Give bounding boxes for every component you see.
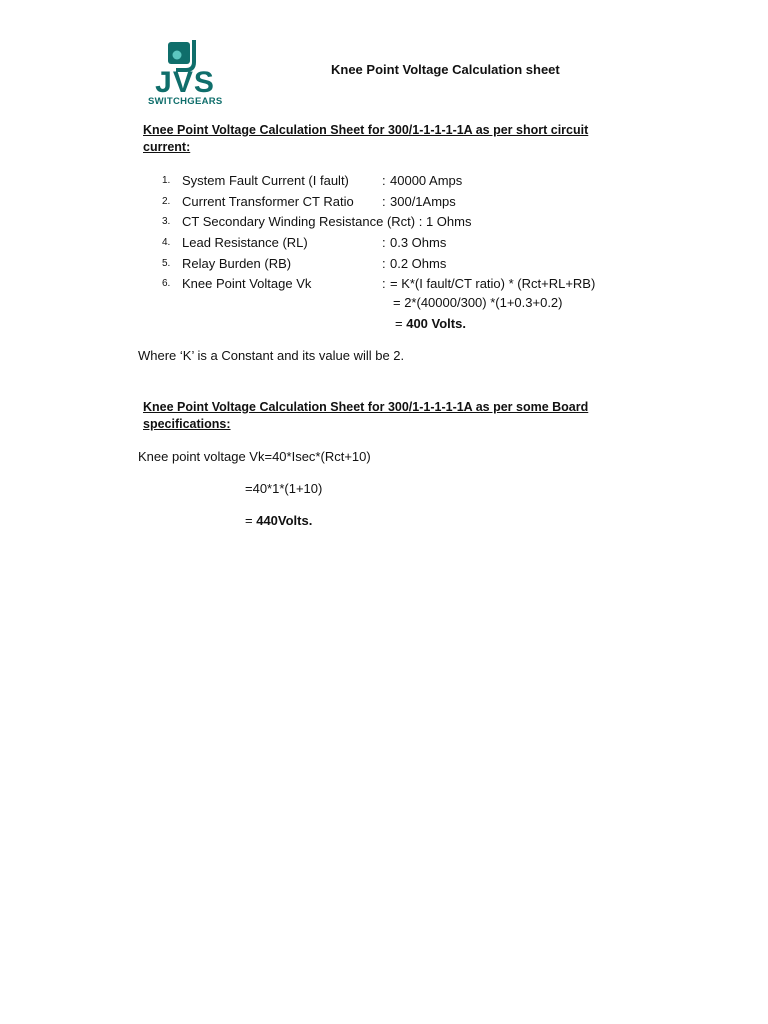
item-value: 0.3 Ohms	[390, 235, 447, 251]
result-prefix: =	[245, 513, 257, 528]
result-prefix: =	[395, 316, 407, 331]
item-label: CT Secondary Winding Resistance (Rct) : 1 Ohms	[182, 214, 472, 230]
item-number: 4.	[162, 237, 171, 249]
section2-heading: Knee Point Voltage Calculation Sheet for 300/1-1-1-1-1A as per some Board specifications:	[143, 400, 589, 431]
section1-heading: Knee Point Voltage Calculation Sheet for 300/1-1-1-1-1A as per short circuit current:	[143, 123, 589, 154]
company-logo	[146, 40, 224, 108]
calculation-step: = 2*(40000/300) *(1+0.3+0.2)	[393, 295, 563, 310]
item-value: 40000 Amps	[390, 173, 463, 188]
item-number: 6.	[162, 278, 171, 290]
item-value: 0.2 Ohms	[390, 255, 447, 271]
item-colon: :	[382, 173, 386, 188]
item-value: 300/1Amps	[390, 193, 456, 209]
board-calculation-step: =40*1*(1+10)	[245, 481, 323, 496]
logo-subtitle: SWITCHGEARS	[148, 96, 223, 107]
item-colon: :	[382, 235, 386, 251]
logo-wordmark: JVS	[155, 66, 215, 99]
item-number: 5.	[162, 257, 171, 269]
item-label: Lead Resistance (RL)	[182, 235, 308, 251]
item-colon: :	[382, 276, 386, 292]
result-value: 400 Volts.	[406, 316, 466, 331]
constant-note: Where ‘K’ is a Constant and its value will be 2.	[138, 348, 405, 363]
result-value: 440Volts.	[256, 513, 313, 528]
item-label: Relay Burden (RB)	[182, 255, 292, 271]
item-number: 1.	[162, 175, 171, 186]
item-number: 3.	[162, 216, 171, 228]
document-title: Knee Point Voltage Calculation sheet	[331, 62, 560, 77]
item-colon: :	[382, 193, 386, 209]
item-colon: :	[382, 255, 386, 271]
item-value: = K*(I fault/CT ratio) * (Rct+RL+RB)	[390, 276, 596, 292]
calculation-result	[395, 316, 466, 331]
item-number: 2.	[162, 195, 171, 207]
item-label: System Fault Current (I fault)	[182, 173, 349, 188]
item-label: Knee Point Voltage Vk	[182, 276, 312, 292]
board-formula: Knee point voltage Vk=40*Isec*(Rct+10)	[138, 449, 371, 464]
board-calculation-result	[245, 513, 312, 528]
item-label: Current Transformer CT Ratio	[182, 193, 354, 209]
